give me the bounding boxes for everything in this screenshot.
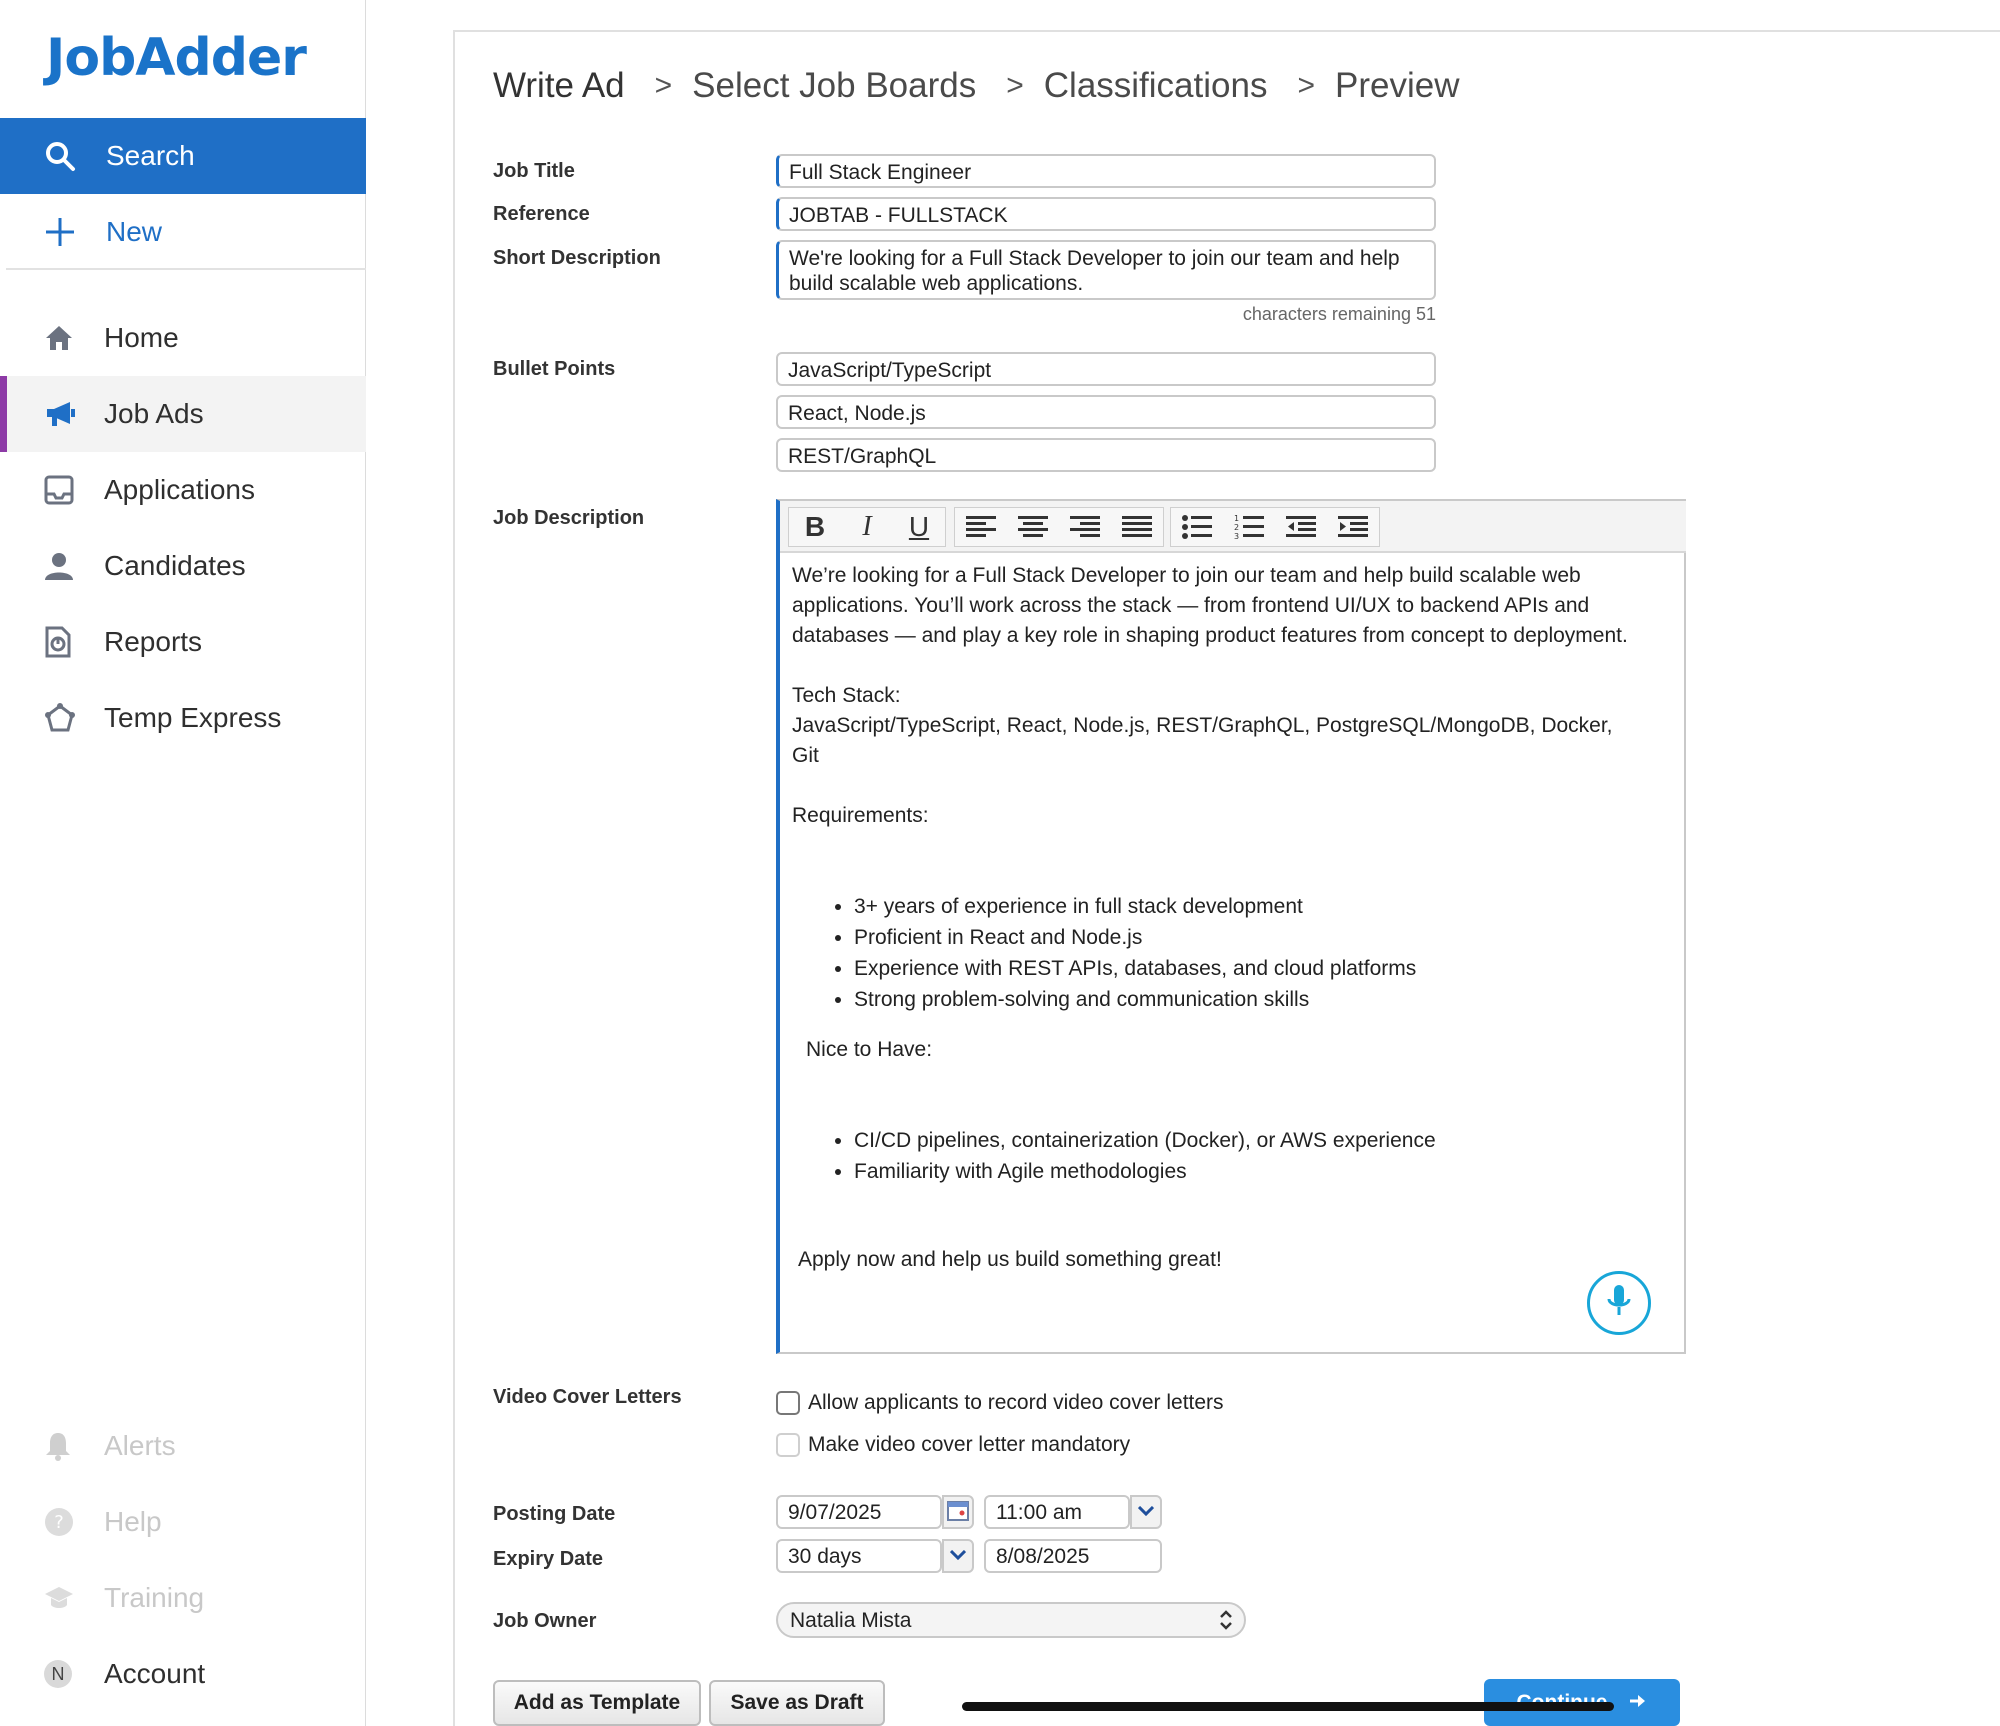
temp-express-icon [44,703,104,733]
breadcrumb-select-job-boards[interactable]: Select Job Boards [692,66,977,105]
breadcrumb-preview[interactable]: Preview [1335,66,1460,105]
sidebar-search-button[interactable] [0,118,366,194]
posting-time-input[interactable]: 11:00 am [984,1495,1130,1529]
indent-icon[interactable] [1327,508,1379,546]
list-item: • Proficient in React and Node.js [854,922,1672,953]
breadcrumb-separator: > [654,69,673,102]
sidebar-divider [6,268,366,270]
tech-stack-text: JavaScript/TypeScript, React, Node.js, REST/GraphQL, PostgreSQL/MongoDB, Docker, Git [792,714,1613,767]
sidebar-item-training[interactable] [0,1560,366,1636]
list-item: • Experience with REST APIs, databases, and cloud platforms [854,953,1672,984]
megaphone-icon [44,400,104,428]
sidebar-item-label: Job Ads [104,398,204,429]
calendar-button[interactable] [942,1495,974,1529]
outdent-icon[interactable] [1275,508,1327,546]
bullet-point-input-1[interactable]: JavaScript/TypeScript [776,352,1436,386]
bullet-point-input-2[interactable]: React, Node.js [776,395,1436,429]
mandatory-video-checkbox[interactable] [776,1433,800,1457]
svg-text:2: 2 [1234,523,1240,532]
bullet-points-label: Bullet Points [493,358,616,380]
svg-text:?: ? [54,1512,64,1533]
report-icon [44,626,104,658]
sidebar-item-label: Account [104,1658,206,1689]
mandatory-video-row[interactable] [776,1433,1130,1457]
list-group [1170,507,1380,547]
align-group [954,507,1164,547]
align-center-icon[interactable] [1007,508,1059,546]
bullet-point-input-3[interactable]: REST/GraphQL [776,438,1436,472]
inbox-icon [44,475,104,505]
sidebar-item-temp-express[interactable] [0,680,366,756]
tech-stack-heading: Tech Stack: [792,684,901,707]
sidebar [0,0,366,1726]
editor-closing: Apply now and help us build something great! [798,1248,1222,1271]
help-icon [44,1507,104,1537]
avatar: N [44,1660,72,1688]
breadcrumb-separator: > [1006,69,1024,102]
job-description-label: Job Description [493,507,645,529]
reference-input[interactable]: JOBTAB - FULLSTACK [776,197,1436,231]
add-as-template-button[interactable]: Add as Template [493,1680,701,1726]
sidebar-item-label: Temp Express [104,702,282,733]
allow-video-label: Allow applicants to record video cover letters [808,1391,1224,1414]
format-group [788,507,946,547]
chevron-down-icon [1138,1503,1154,1521]
sidebar-new-label: New [106,216,163,247]
bell-icon [44,1431,104,1461]
sidebar-item-label: Reports [104,626,203,657]
svg-text:3: 3 [1234,532,1240,541]
numbered-list-icon[interactable] [1223,508,1275,546]
list-item: • Familiarity with Agile methodologies [854,1156,1672,1187]
account-avatar-wrap [44,1660,104,1688]
sidebar-item-label: Applications [104,474,255,505]
svg-text:1: 1 [1234,514,1240,523]
microphone-button[interactable] [1587,1271,1651,1335]
breadcrumb-classifications[interactable]: Classifications [1043,66,1268,105]
allow-video-checkbox[interactable] [776,1391,800,1415]
search-icon [44,140,104,172]
underline-button[interactable]: U [908,511,930,542]
job-owner-label: Job Owner [493,1610,597,1632]
expiry-date-input[interactable]: 8/08/2025 [984,1539,1162,1573]
sidebar-item-alerts[interactable] [0,1408,366,1484]
requirements-heading: Requirements: [792,804,929,827]
sidebar-item-home[interactable] [0,300,366,376]
sidebar-item-label: Training [104,1582,205,1613]
sidebar-item-applications[interactable] [0,452,366,528]
sidebar-search-label: Search [106,140,195,171]
posting-time-dropdown[interactable] [1130,1495,1162,1529]
justify-icon[interactable] [1111,508,1163,546]
list-item: • 3+ years of experience in full stack development [854,891,1672,922]
editor-content[interactable] [792,561,1672,1275]
nice-heading: Nice to Have: [806,1038,933,1061]
job-owner-select[interactable] [776,1602,1246,1638]
bullet-list-icon[interactable] [1171,508,1223,546]
chevron-down-icon [950,1547,966,1565]
allow-video-row[interactable] [776,1391,1224,1415]
editor-intro: We’re looking for a Full Stack Developer to join our team and help build scalable web applications. You’ll work across the stack — from frontend UI/UX to backend APIs and databases — and play a key role in shaping product features from concept to deployment. [792,564,1628,647]
job-title-label: Job Title [493,160,575,182]
blank-line [792,831,1672,891]
align-left-icon[interactable] [955,508,1007,546]
reference-label: Reference [493,203,590,225]
calendar-icon [947,1499,969,1526]
requirements-list [842,891,1672,1015]
sidebar-item-account[interactable] [0,1636,366,1712]
italic-button[interactable]: I [862,511,872,542]
sidebar-item-label: Alerts [104,1430,176,1461]
sidebar-item-job-ads[interactable] [0,376,366,452]
blank-line [792,651,1672,681]
home-icon [44,324,104,352]
list-item: • Strong problem-solving and communication skills [854,984,1672,1015]
editor-toolbar [780,501,1686,553]
microphone-icon [1606,1283,1632,1324]
plus-icon [44,216,104,248]
graduation-cap-icon [44,1585,104,1611]
posting-date-label: Posting Date [493,1503,616,1525]
sidebar-item-reports[interactable] [0,604,366,680]
home-indicator [962,1702,1614,1711]
job-title-input[interactable]: Full Stack Engineer [776,154,1436,188]
list-item: • CI/CD pipelines, containerization (Docker), or AWS experience [854,1125,1672,1156]
expiry-duration-dropdown[interactable] [942,1539,974,1573]
breadcrumb-separator: > [1297,69,1315,102]
blank-line [792,1065,1672,1125]
breadcrumb-write-ad: Write Ad [493,66,625,105]
job-description-editor[interactable] [776,499,1686,1354]
breadcrumb [493,66,1459,106]
sidebar-new-button[interactable] [0,194,366,270]
video-cover-letters-label: Video Cover Letters [493,1386,682,1408]
sidebar-item-label: Help [104,1506,162,1537]
align-right-icon[interactable] [1059,508,1111,546]
updown-chevron-icon [1218,1609,1234,1637]
sidebar-item-candidates[interactable] [0,528,366,604]
sidebar-item-label: Candidates [104,550,246,581]
person-icon [44,551,104,581]
bold-button[interactable]: B [804,511,826,542]
short-description-label: Short Description [493,247,661,269]
expiry-duration-input[interactable]: 30 days [776,1539,942,1573]
characters-remaining: characters remaining 51 [1242,304,1436,324]
arrow-right-icon [1629,1691,1647,1715]
job-owner-value: Natalia Mista [790,1609,912,1632]
posting-date-input[interactable]: 9/07/2025 [776,1495,942,1529]
jobadder-logo[interactable]: JobAdder [46,28,306,88]
mandatory-video-label: Make video cover letter mandatory [808,1433,1131,1456]
expiry-date-label: Expiry Date [493,1548,604,1570]
blank-line [792,1187,1672,1245]
sidebar-item-label: Home [104,322,179,353]
sidebar-item-help[interactable] [0,1484,366,1560]
save-as-draft-button[interactable]: Save as Draft [709,1680,885,1726]
short-description-input[interactable]: We're looking for a Full Stack Developer to join our team and help build scalable web applications. [776,240,1436,300]
nice-list [842,1125,1672,1187]
blank-line [792,1015,1672,1035]
blank-line [792,771,1672,801]
